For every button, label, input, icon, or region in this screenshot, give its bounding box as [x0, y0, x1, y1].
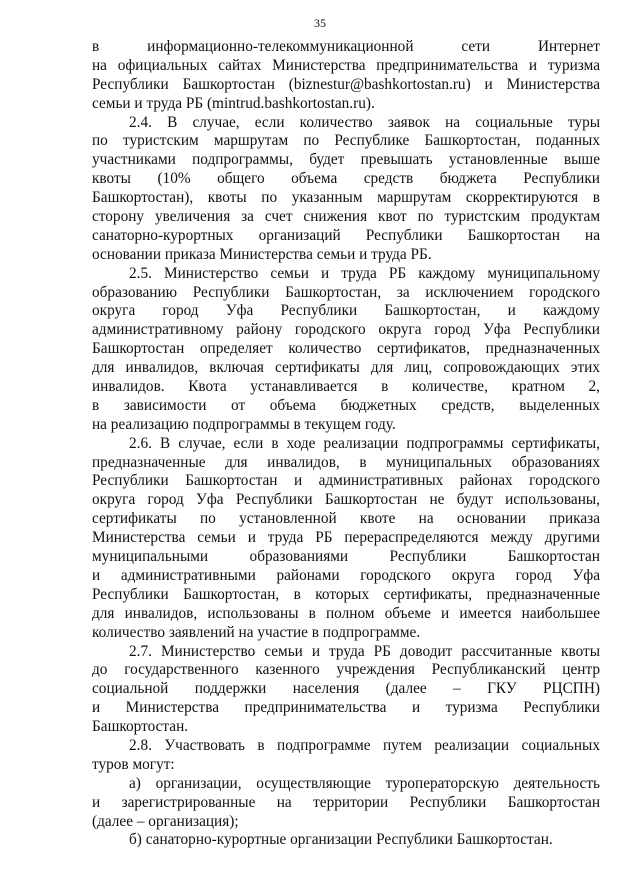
- text-line: социальной поддержки населения (далее – ГКУ РЦСПН): [92, 680, 600, 698]
- page-number: 35: [314, 16, 326, 30]
- text-line: и административными районами городского округа город Уфа: [92, 566, 600, 584]
- text-line: инвалидов. Квота устанавливается в количестве, кратном 2,: [92, 378, 600, 396]
- paragraph: [92, 435, 600, 643]
- text-line: сторону увеличения за счет снижения квот по туристским продуктам: [92, 208, 600, 226]
- text-line: санаторно-курортных организаций Республики Башкортостан на: [92, 226, 600, 244]
- text-line: предназначенные для инвалидов, в муниципальных образованиях: [92, 453, 600, 471]
- paragraph: [92, 775, 600, 832]
- text-line: Республики Башкортостан и административных районах городского: [92, 472, 600, 490]
- text-line: муниципальными образованиями Республики Башкортостан: [92, 548, 600, 566]
- text-line: округа город Уфа Республики Башкортостан, и каждому: [92, 302, 600, 320]
- paragraph: [92, 643, 600, 737]
- text-line: на официальных сайтах Министерства предпринимательства и туризма: [92, 56, 600, 74]
- text-line: участниками подпрограммы, будет превышать установленные выше: [92, 151, 600, 169]
- text-line: 2.6. В случае, если в ходе реализации подпрограммы сертификаты,: [129, 434, 600, 452]
- paragraph: [92, 265, 600, 435]
- text-line: туров могут:: [92, 755, 175, 773]
- text-line: основании приказа Министерства семьи и труда РБ.: [92, 245, 432, 263]
- text-line: Республики Башкортостан, в которых сертификаты, предназначенные: [92, 585, 600, 603]
- text-line: 2.4. В случае, если количество заявок на социальные туры: [129, 113, 600, 131]
- text-line: образованию Республики Башкортостан, за исключением городского: [92, 283, 600, 301]
- text-line: Башкортостан), квоты по указанным маршрутам скорректируются в: [92, 189, 600, 207]
- paragraph: [92, 831, 600, 850]
- text-line: и зарегистрированные на территории Республики Башкортостан: [92, 793, 600, 811]
- paragraph: [92, 737, 600, 775]
- text-line: а) организации, осуществляющие туроператорскую деятельность: [129, 774, 600, 792]
- text-line: (далее – организация);: [92, 812, 239, 830]
- text-line: 2.5. Министерство семьи и труда РБ каждому муниципальному: [129, 264, 600, 282]
- text-line: сертификаты по установленной квоте на основании приказа: [92, 510, 600, 528]
- text-line: административному району городского округа город Уфа Республики: [92, 321, 600, 339]
- paragraph: [92, 114, 600, 265]
- paragraph: [92, 38, 600, 114]
- text-line: на реализацию подпрограммы в текущем году.: [92, 415, 396, 433]
- text-line: семьи и труда РБ (mintrud.bashkortostan.ru).: [92, 94, 375, 112]
- text-line: и Министерства предпринимательства и туризма Республики: [92, 699, 600, 717]
- text-line: 2.7. Министерство семьи и труда РБ доводит рассчитанные квоты: [129, 642, 600, 660]
- text-line: квоты (10% общего объема средств бюджета Республики: [92, 170, 600, 188]
- text-line: количество заявлений на участие в подпрограмме.: [92, 623, 421, 641]
- text-line: для инвалидов, использованы в полном объеме и имеется наибольшее: [92, 604, 600, 622]
- text-line: округа город Уфа Республики Башкортостан не будут использованы,: [92, 491, 600, 509]
- text-line: в зависимости от объема бюджетных средств, выделенных: [92, 396, 600, 414]
- text-line: до государственного казенного учреждения Республиканский центр: [92, 661, 600, 679]
- text-line: б) санаторно-курортные организации Республики Башкортостан.: [129, 831, 553, 849]
- text-line: Министерства семьи и труда РБ перераспределяются между другими: [92, 529, 600, 547]
- text-line: 2.8. Участвовать в подпрограмме путем реализации социальных: [129, 736, 600, 754]
- text-line: Башкортостан определяет количество сертификатов, предназначенных: [92, 340, 600, 358]
- text-line: по туристским маршрутам по Республике Башкортостан, поданных: [92, 132, 600, 150]
- text-line: для инвалидов, включая сертификаты для лиц, сопровождающих этих: [92, 359, 600, 377]
- text-line: Республики Башкортостан (biznestur@bashkortostan.ru) и Министерства: [92, 75, 600, 93]
- text-line: в информационно-телекоммуникационной сети Интернет: [92, 38, 600, 55]
- document-body: [92, 38, 600, 850]
- text-line: Башкортостан.: [92, 718, 189, 736]
